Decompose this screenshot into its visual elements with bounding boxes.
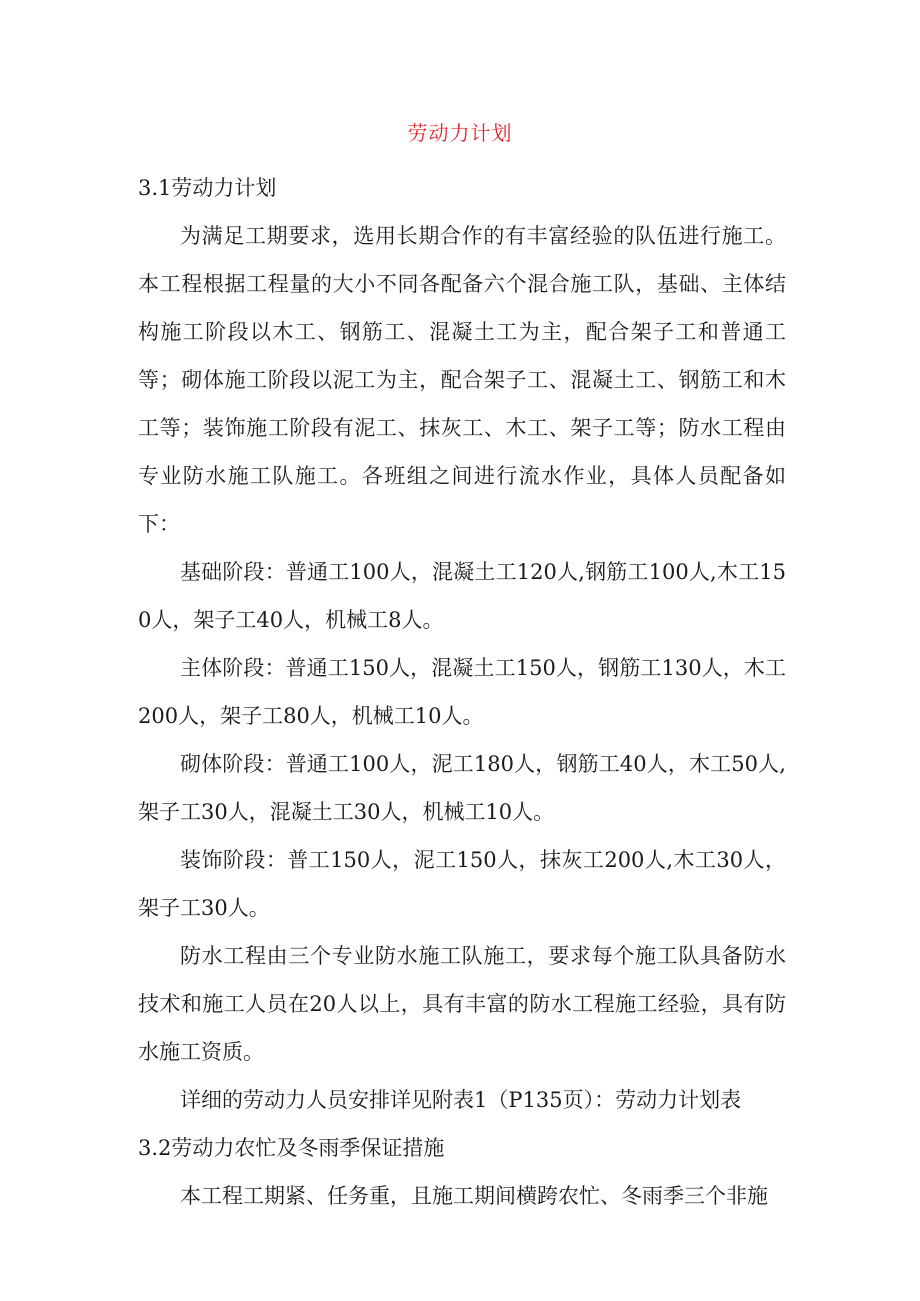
document-title: 劳动力计划 bbox=[407, 121, 513, 145]
paragraph-appendix-reference: 详细的劳动力人员安排详见附表1（P135页）：劳动力计划表 bbox=[180, 1088, 742, 1112]
document-body bbox=[138, 164, 786, 1220]
section-heading-3-1: 3.1劳动力计划 bbox=[138, 176, 277, 200]
paragraph-waterproofing: 防水工程由三个专业防水施工队施工，要求每个施工队具备防水技术和施工人员在20人以上，具有丰富的防水工程施工经验，具有防水施工资质。 bbox=[138, 944, 786, 1064]
paragraph-main-structure-stage: 主体阶段：普通工150人，混凝土工150人，钢筋工130人，木工200人，架子工80人，机械工10人。 bbox=[138, 656, 786, 728]
paragraph-seasonal-measures: 本工程工期紧、任务重，且施工期间横跨农忙、冬雨季三个非施 bbox=[180, 1184, 768, 1208]
section-heading-3-2: 3.2劳动力农忙及冬雨季保证措施 bbox=[138, 1136, 445, 1160]
paragraph-intro: 为满足工期要求，选用长期合作的有丰富经验的队伍进行施工。本工程根据工程量的大小不同各配备六个混合施工队，基础、主体结构施工阶段以木工、钢筋工、混凝土工为主，配合架子工和普通工等；砌体施工阶段以泥工为主，配合架子工、混凝土工、钢筋工和木工等；装饰施工阶段有泥工、抹灰工、木工、架子工等；防水工程由专业防水施工队施工。各班组之间进行流水作业，具体人员配备如下： bbox=[138, 224, 786, 536]
paragraph-decoration-stage: 装饰阶段：普工150人，泥工150人，抹灰工200人,木工30人，架子工30人。 bbox=[138, 848, 786, 920]
paragraph-foundation-stage: 基础阶段：普通工100人，混凝土工120人,钢筋工100人,木工150人，架子工40人，机械工8人。 bbox=[138, 560, 786, 632]
paragraph-masonry-stage: 砌体阶段：普通工100人，泥工180人，钢筋工40人，木工50人,架子工30人，混凝土工30人，机械工10人。 bbox=[138, 752, 786, 824]
